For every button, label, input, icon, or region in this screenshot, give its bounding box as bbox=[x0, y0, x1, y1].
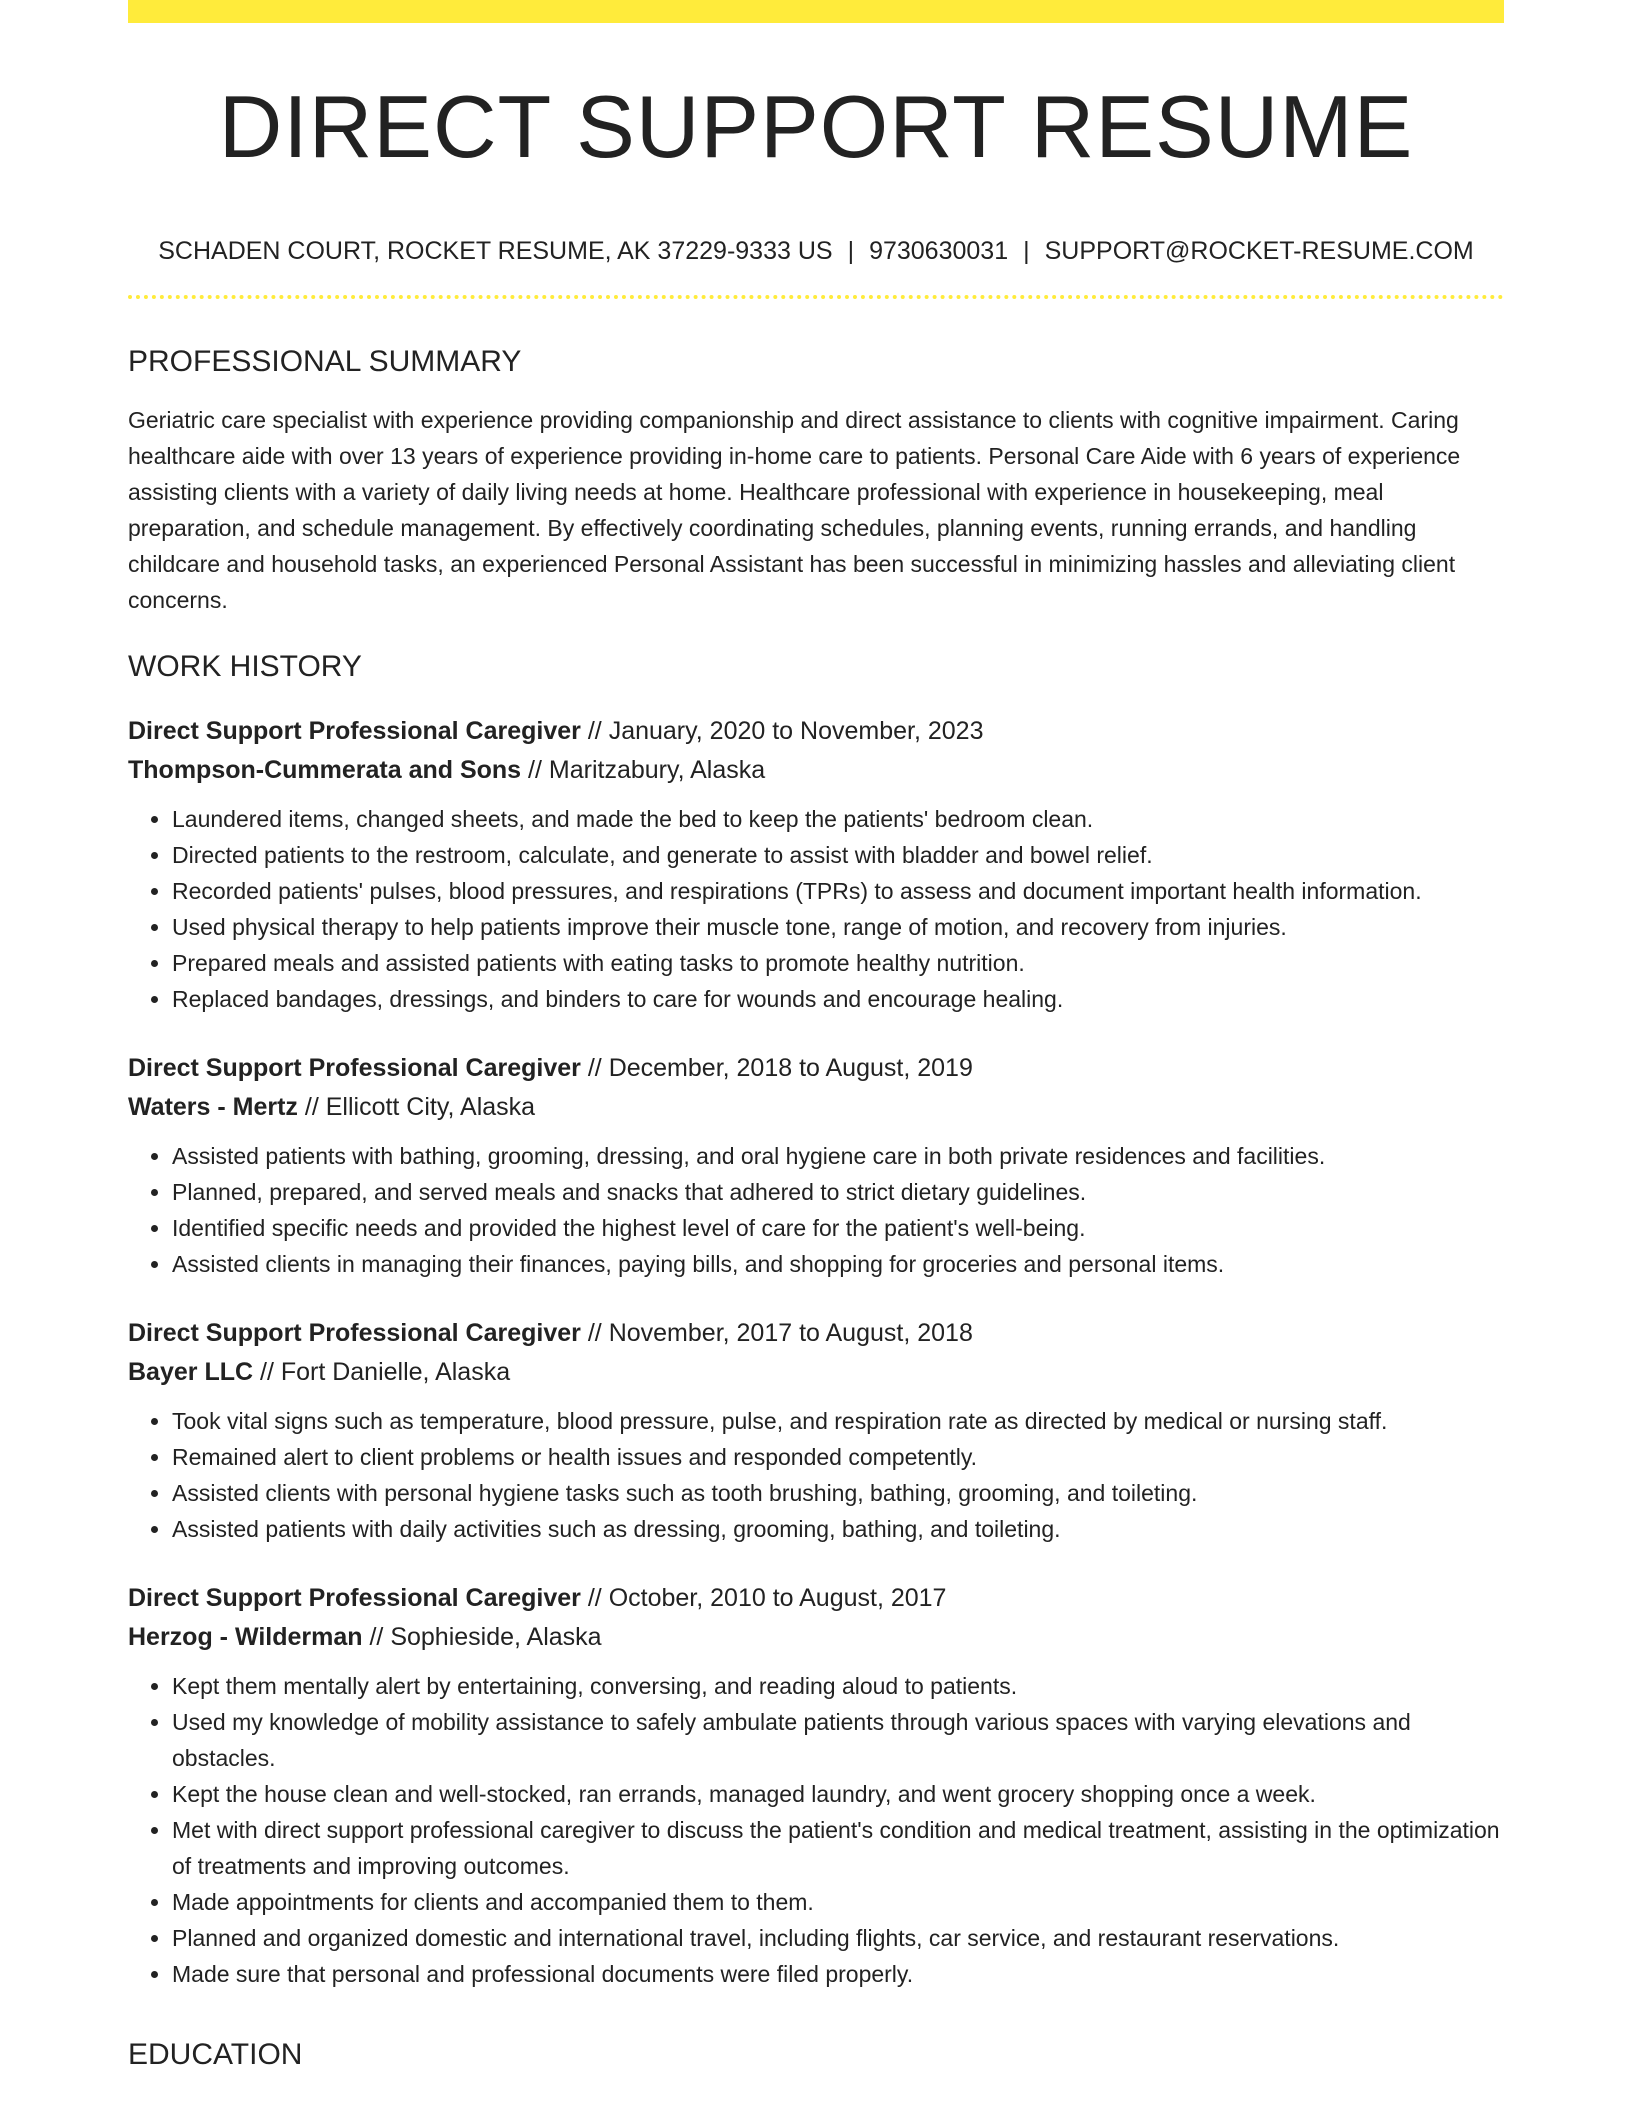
job-bullet: • Assisted clients in managing their finances, paying bills, and shopping for groceries and personal items. bbox=[172, 1246, 1504, 1282]
dotted-divider bbox=[128, 295, 1504, 299]
job-company-line bbox=[128, 1088, 1504, 1127]
job-dates: // December, 2018 to August, 2019 bbox=[587, 1053, 973, 1082]
job-entry bbox=[128, 1579, 1504, 1992]
resume-title: DIRECT SUPPORT RESUME bbox=[218, 77, 1414, 176]
job-title-line bbox=[128, 1579, 1504, 1618]
accent-bar bbox=[128, 0, 1504, 23]
job-bullet: • Made appointments for clients and accompanied them to them. bbox=[172, 1884, 1504, 1920]
summary-text: Geriatric care specialist with experience providing companionship and direct assistance to clients with cognitive impairment. Caring healthcare aide with over 13 years of experience providing in-home care to patients. Personal Care Aide with 6 years of experience assisting clients with a variety of daily living needs at home. Healthcare professional with experience in housekeeping, meal preparation, and schedule management. By effectively coordinating schedules, planning events, running errands, and handling childcare and household tasks, an experienced Personal Assistant has been successful in minimizing hassles and alleviating client concerns. bbox=[128, 406, 1461, 613]
job-dates: // January, 2020 to November, 2023 bbox=[587, 716, 984, 745]
job-bullet: • Took vital signs such as temperature, blood pressure, pulse, and respiration rate as directed by medical or nursing staff. bbox=[172, 1403, 1504, 1439]
job-entry bbox=[128, 712, 1504, 1017]
job-company-line bbox=[128, 751, 1504, 790]
education-heading: EDUCATION bbox=[128, 2037, 303, 2071]
job-bullet: • Laundered items, changed sheets, and made the bed to keep the patients' bedroom clean. bbox=[172, 801, 1504, 837]
job-dates: // November, 2017 to August, 2018 bbox=[587, 1318, 973, 1347]
job-entry bbox=[128, 1314, 1504, 1547]
job-company: Waters - Mertz bbox=[128, 1092, 298, 1121]
job-bullet: • Used my knowledge of mobility assistance to safely ambulate patients through various spaces with varying elevations and obstacles. bbox=[172, 1704, 1504, 1776]
job-title-line bbox=[128, 712, 1504, 751]
job-bullet: • Planned and organized domestic and international travel, including flights, car service, and restaurant reservations. bbox=[172, 1920, 1504, 1956]
job-bullets bbox=[128, 801, 1504, 1017]
summary-heading: PROFESSIONAL SUMMARY bbox=[128, 344, 522, 378]
job-bullet: • Assisted clients with personal hygiene tasks such as tooth brushing, bathing, grooming, and toileting. bbox=[172, 1475, 1504, 1511]
job-location: // Ellicott City, Alaska bbox=[304, 1092, 536, 1121]
work-history-heading: WORK HISTORY bbox=[128, 649, 362, 683]
job-company-line bbox=[128, 1353, 1504, 1392]
job-bullet: • Planned, prepared, and served meals and snacks that adhered to strict dietary guidelines. bbox=[172, 1174, 1504, 1210]
job-title-line bbox=[128, 1049, 1504, 1088]
job-company: Thompson-Cummerata and Sons bbox=[128, 755, 522, 784]
job-bullet: • Used physical therapy to help patients improve their muscle tone, range of motion, and recovery from injuries. bbox=[172, 909, 1504, 945]
job-bullet: • Met with direct support professional caregiver to discuss the patient's condition and medical treatment, assisting in the optimization of treatments and improving outcomes. bbox=[172, 1812, 1504, 1884]
contact-separator: | bbox=[847, 236, 855, 265]
job-company-line bbox=[128, 1618, 1504, 1657]
resume-page bbox=[128, 0, 1504, 2070]
job-bullet: • Recorded patients' pulses, blood pressures, and respirations (TPRs) to assess and document important health information. bbox=[172, 873, 1504, 909]
job-position: Direct Support Professional Caregiver bbox=[128, 1318, 581, 1347]
contact-address: SCHADEN COURT, ROCKET RESUME, AK 37229-9333 US bbox=[158, 236, 833, 265]
job-bullets bbox=[128, 1403, 1504, 1547]
job-position: Direct Support Professional Caregiver bbox=[128, 716, 581, 745]
job-location: // Fort Danielle, Alaska bbox=[260, 1357, 511, 1386]
job-company: Bayer LLC bbox=[128, 1357, 254, 1386]
job-bullet: • Assisted patients with bathing, grooming, dressing, and oral hygiene care in both private residences and facilities. bbox=[172, 1138, 1504, 1174]
job-bullet: • Prepared meals and assisted patients with eating tasks to promote healthy nutrition. bbox=[172, 945, 1504, 981]
contact-email: SUPPORT@ROCKET-RESUME.COM bbox=[1044, 236, 1474, 265]
contact-separator: | bbox=[1023, 236, 1030, 265]
job-location: // Sophieside, Alaska bbox=[369, 1622, 602, 1651]
job-bullet: • Made sure that personal and professional documents were filed properly. bbox=[172, 1956, 1504, 1992]
job-entry bbox=[128, 1049, 1504, 1282]
job-bullet: • Directed patients to the restroom, calculate, and generate to assist with bladder and bowel relief. bbox=[172, 837, 1504, 873]
job-position: Direct Support Professional Caregiver bbox=[128, 1583, 581, 1612]
job-company: Herzog - Wilderman bbox=[128, 1622, 363, 1651]
job-bullet: • Identified specific needs and provided the highest level of care for the patient's well-being. bbox=[172, 1210, 1504, 1246]
contact-line bbox=[128, 236, 1504, 266]
job-bullet: • Remained alert to client problems or health issues and responded competently. bbox=[172, 1439, 1504, 1475]
job-dates: // October, 2010 to August, 2017 bbox=[587, 1583, 947, 1612]
contact-phone: 9730630031 bbox=[869, 236, 1009, 265]
job-location: // Maritzabury, Alaska bbox=[528, 755, 766, 784]
job-bullet: • Replaced bandages, dressings, and binders to care for wounds and encourage healing. bbox=[172, 981, 1504, 1017]
job-bullet: • Kept the house clean and well-stocked, ran errands, managed laundry, and went grocery shopping once a week. bbox=[172, 1776, 1504, 1812]
job-bullet: • Kept them mentally alert by entertaining, conversing, and reading aloud to patients. bbox=[172, 1668, 1504, 1704]
job-bullets bbox=[128, 1668, 1504, 1992]
job-title-line bbox=[128, 1314, 1504, 1353]
job-position: Direct Support Professional Caregiver bbox=[128, 1053, 581, 1082]
job-bullet: • Assisted patients with daily activities such as dressing, grooming, bathing, and toileting. bbox=[172, 1511, 1504, 1547]
job-bullets bbox=[128, 1138, 1504, 1282]
